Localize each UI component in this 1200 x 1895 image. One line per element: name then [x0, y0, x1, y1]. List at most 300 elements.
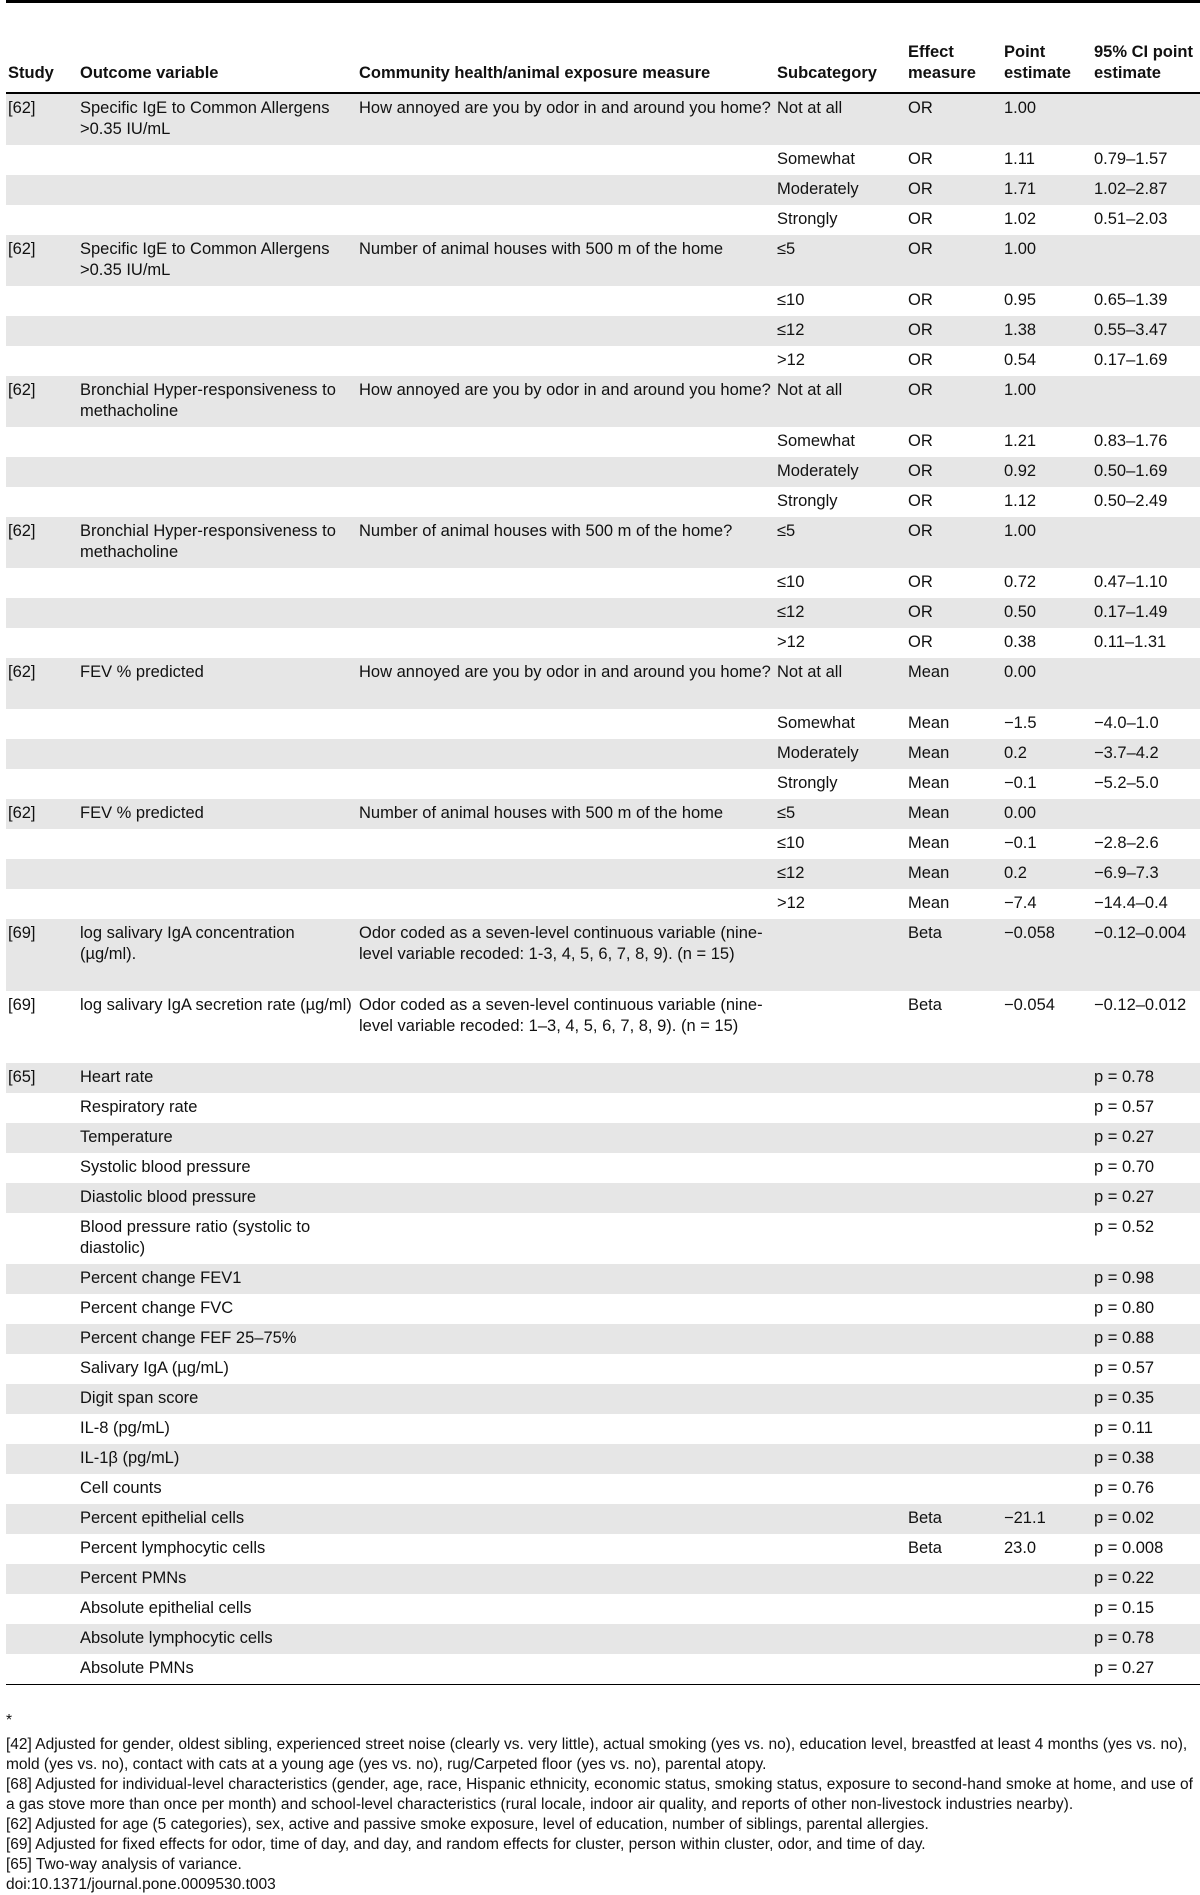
table-body	[6, 93, 1200, 1684]
cell-outcome: Temperature	[78, 1123, 357, 1153]
cell-ci: p = 0.57	[1092, 1354, 1200, 1384]
table-row	[6, 487, 1200, 517]
cell-point-estimate	[1002, 1294, 1092, 1324]
table-row	[6, 859, 1200, 889]
table-row	[6, 376, 1200, 427]
cell-subcategory: Strongly	[775, 769, 906, 799]
cell-exposure	[357, 1354, 775, 1384]
cell-subcategory	[775, 991, 906, 1063]
cell-study: [62]	[6, 376, 78, 427]
cell-point-estimate	[1002, 1063, 1092, 1093]
cell-ci: 0.17–1.49	[1092, 598, 1200, 628]
table-row	[6, 175, 1200, 205]
cell-point-estimate: 1.71	[1002, 175, 1092, 205]
cell-exposure	[357, 1414, 775, 1444]
cell-study: [62]	[6, 799, 78, 829]
cell-exposure	[357, 1564, 775, 1594]
cell-point-estimate	[1002, 1264, 1092, 1294]
cell-ci: p = 0.80	[1092, 1294, 1200, 1324]
cell-subcategory: Not at all	[775, 93, 906, 145]
cell-point-estimate: 0.95	[1002, 286, 1092, 316]
cell-exposure: Number of animal houses with 500 m of the home	[357, 799, 775, 829]
table-row	[6, 829, 1200, 859]
table-row	[6, 1213, 1200, 1264]
footnotes	[6, 1711, 1200, 1895]
cell-outcome	[78, 889, 357, 919]
cell-exposure: Number of animal houses with 500 m of the home?	[357, 517, 775, 568]
cell-ci: 0.50–1.69	[1092, 457, 1200, 487]
col-header-subcategory: Subcategory	[775, 28, 906, 93]
results-table	[6, 28, 1200, 1684]
cell-outcome: Salivary IgA (µg/mL)	[78, 1354, 357, 1384]
table-row	[6, 205, 1200, 235]
cell-effect-measure: OR	[906, 145, 1002, 175]
cell-point-estimate	[1002, 1564, 1092, 1594]
cell-effect-measure: Beta	[906, 919, 1002, 991]
cell-ci	[1092, 799, 1200, 829]
cell-subcategory: ≤12	[775, 859, 906, 889]
cell-outcome	[78, 709, 357, 739]
table-row	[6, 1594, 1200, 1624]
cell-point-estimate: 0.72	[1002, 568, 1092, 598]
footnote-marker: *	[6, 1712, 13, 1729]
cell-exposure	[357, 739, 775, 769]
cell-effect-measure: Mean	[906, 769, 1002, 799]
cell-point-estimate: 23.0	[1002, 1534, 1092, 1564]
cell-ci: p = 0.27	[1092, 1123, 1200, 1153]
cell-subcategory: >12	[775, 889, 906, 919]
cell-exposure	[357, 1183, 775, 1213]
cell-ci: p = 0.98	[1092, 1264, 1200, 1294]
cell-ci: 0.17–1.69	[1092, 346, 1200, 376]
table-row	[6, 1354, 1200, 1384]
cell-study	[6, 427, 78, 457]
cell-study	[6, 487, 78, 517]
cell-study	[6, 769, 78, 799]
cell-exposure	[357, 769, 775, 799]
cell-point-estimate: −21.1	[1002, 1504, 1092, 1534]
cell-ci: −6.9–7.3	[1092, 859, 1200, 889]
cell-subcategory: Somewhat	[775, 427, 906, 457]
cell-effect-measure: OR	[906, 598, 1002, 628]
cell-ci: p = 0.11	[1092, 1414, 1200, 1444]
cell-point-estimate: −0.058	[1002, 919, 1092, 991]
cell-subcategory	[775, 1564, 906, 1594]
cell-exposure	[357, 1093, 775, 1123]
cell-exposure: How annoyed are you by odor in and around you home?	[357, 376, 775, 427]
cell-outcome	[78, 487, 357, 517]
cell-ci	[1092, 376, 1200, 427]
cell-study	[6, 859, 78, 889]
cell-subcategory	[775, 919, 906, 991]
cell-point-estimate: −0.1	[1002, 829, 1092, 859]
cell-effect-measure: Beta	[906, 1534, 1002, 1564]
cell-exposure	[357, 316, 775, 346]
footnote-item: [68] Adjusted for individual-level characteristics (gender, age, race, Hispanic ethnicity, economic status, smoking status, exposure to second-hand smoke at home, and use of a gas stove more than once per month) and school-level characteristics (rural locale, indoor air quality, and reports of other non-livestock industries nearby).	[6, 1776, 1193, 1813]
cell-effect-measure	[906, 1594, 1002, 1624]
cell-ci: 1.02–2.87	[1092, 175, 1200, 205]
cell-exposure	[357, 1324, 775, 1354]
cell-exposure: How annoyed are you by odor in and around you home?	[357, 93, 775, 145]
cell-ci: 0.55–3.47	[1092, 316, 1200, 346]
cell-outcome: Percent change FEF 25–75%	[78, 1324, 357, 1354]
cell-study	[6, 1324, 78, 1354]
table-row	[6, 1564, 1200, 1594]
cell-outcome: Heart rate	[78, 1063, 357, 1093]
cell-study: [62]	[6, 517, 78, 568]
cell-outcome	[78, 346, 357, 376]
cell-ci: p = 0.02	[1092, 1504, 1200, 1534]
cell-ci: p = 0.57	[1092, 1093, 1200, 1123]
cell-point-estimate: 1.38	[1002, 316, 1092, 346]
cell-subcategory: Moderately	[775, 457, 906, 487]
cell-point-estimate	[1002, 1384, 1092, 1414]
cell-effect-measure: OR	[906, 346, 1002, 376]
cell-point-estimate	[1002, 1324, 1092, 1354]
cell-subcategory	[775, 1123, 906, 1153]
cell-study	[6, 1534, 78, 1564]
cell-study: [62]	[6, 93, 78, 145]
cell-outcome: Percent change FEV1	[78, 1264, 357, 1294]
cell-outcome: Specific IgE to Common Allergens >0.35 IU/mL	[78, 93, 357, 145]
cell-exposure	[357, 175, 775, 205]
cell-point-estimate: 1.12	[1002, 487, 1092, 517]
cell-study	[6, 1123, 78, 1153]
cell-subcategory: Moderately	[775, 739, 906, 769]
cell-study	[6, 1153, 78, 1183]
cell-point-estimate: 1.00	[1002, 376, 1092, 427]
cell-outcome: FEV % predicted	[78, 799, 357, 829]
cell-outcome: Absolute epithelial cells	[78, 1594, 357, 1624]
cell-study	[6, 1564, 78, 1594]
cell-exposure	[357, 1594, 775, 1624]
cell-effect-measure: OR	[906, 376, 1002, 427]
cell-subcategory	[775, 1444, 906, 1474]
cell-subcategory: Somewhat	[775, 709, 906, 739]
cell-ci: −0.12–0.012	[1092, 991, 1200, 1063]
cell-effect-measure: Mean	[906, 709, 1002, 739]
cell-effect-measure: Mean	[906, 658, 1002, 709]
cell-subcategory: Not at all	[775, 658, 906, 709]
cell-ci	[1092, 658, 1200, 709]
cell-exposure	[357, 1063, 775, 1093]
table-row	[6, 1654, 1200, 1684]
cell-outcome: log salivary IgA secretion rate (µg/ml)	[78, 991, 357, 1063]
cell-ci: 0.65–1.39	[1092, 286, 1200, 316]
cell-study: [62]	[6, 658, 78, 709]
cell-outcome: Blood pressure ratio (systolic to diastolic)	[78, 1213, 357, 1264]
table-row	[6, 1123, 1200, 1153]
cell-study	[6, 1384, 78, 1414]
cell-effect-measure	[906, 1564, 1002, 1594]
cell-subcategory	[775, 1504, 906, 1534]
cell-study	[6, 709, 78, 739]
cell-outcome: Percent lymphocytic cells	[78, 1534, 357, 1564]
cell-exposure	[357, 1444, 775, 1474]
table-row	[6, 799, 1200, 829]
cell-subcategory: ≤10	[775, 568, 906, 598]
cell-point-estimate: 1.21	[1002, 427, 1092, 457]
cell-study: [62]	[6, 235, 78, 286]
cell-effect-measure: OR	[906, 286, 1002, 316]
cell-outcome	[78, 205, 357, 235]
cell-subcategory	[775, 1264, 906, 1294]
cell-subcategory	[775, 1324, 906, 1354]
cell-study	[6, 598, 78, 628]
cell-effect-measure: OR	[906, 235, 1002, 286]
col-header-exposure: Community health/animal exposure measure	[357, 28, 775, 93]
cell-subcategory: Moderately	[775, 175, 906, 205]
cell-point-estimate: 0.00	[1002, 658, 1092, 709]
footnote-item: [42] Adjusted for gender, oldest sibling, experienced street noise (clearly vs. very little), actual smoking (yes vs. no), education level, breastfed at least 4 months (yes vs. no), mold (yes vs. no), contact with cats at a young age (yes vs. no), rug/Carpeted floor (yes vs. no), parental atopy.	[6, 1736, 1188, 1773]
cell-subcategory	[775, 1354, 906, 1384]
cell-outcome: Percent change FVC	[78, 1294, 357, 1324]
cell-ci: 0.79–1.57	[1092, 145, 1200, 175]
cell-outcome: Bronchial Hyper-responsiveness to methacholine	[78, 376, 357, 427]
cell-study	[6, 457, 78, 487]
cell-outcome: IL-1β (pg/mL)	[78, 1444, 357, 1474]
cell-point-estimate	[1002, 1654, 1092, 1684]
cell-point-estimate	[1002, 1354, 1092, 1384]
table-row	[6, 235, 1200, 286]
cell-exposure	[357, 1264, 775, 1294]
cell-point-estimate: −7.4	[1002, 889, 1092, 919]
cell-subcategory: Strongly	[775, 205, 906, 235]
cell-study	[6, 1414, 78, 1444]
cell-exposure	[357, 568, 775, 598]
cell-effect-measure	[906, 1444, 1002, 1474]
cell-study	[6, 568, 78, 598]
cell-study	[6, 175, 78, 205]
col-header-ci: 95% CI point estimate	[1092, 28, 1200, 93]
cell-exposure	[357, 709, 775, 739]
cell-ci: p = 0.78	[1092, 1063, 1200, 1093]
cell-point-estimate: 0.2	[1002, 859, 1092, 889]
table-row	[6, 598, 1200, 628]
cell-effect-measure: Mean	[906, 859, 1002, 889]
cell-outcome	[78, 598, 357, 628]
cell-study	[6, 286, 78, 316]
cell-subcategory: Somewhat	[775, 145, 906, 175]
cell-exposure	[357, 1213, 775, 1264]
cell-point-estimate: 1.00	[1002, 235, 1092, 286]
footnote-item: [69] Adjusted for fixed effects for odor, time of day, and day, and random effects for cluster, person within cluster, odor, and time of day.	[6, 1836, 926, 1853]
cell-subcategory: Strongly	[775, 487, 906, 517]
cell-point-estimate: 1.00	[1002, 93, 1092, 145]
cell-subcategory	[775, 1093, 906, 1123]
cell-exposure	[357, 1474, 775, 1504]
cell-subcategory	[775, 1384, 906, 1414]
cell-effect-measure: OR	[906, 93, 1002, 145]
table-row	[6, 457, 1200, 487]
cell-subcategory	[775, 1213, 906, 1264]
cell-exposure	[357, 346, 775, 376]
cell-point-estimate: 0.2	[1002, 739, 1092, 769]
cell-effect-measure: Mean	[906, 829, 1002, 859]
cell-exposure	[357, 889, 775, 919]
cell-subcategory: Not at all	[775, 376, 906, 427]
cell-point-estimate: 0.50	[1002, 598, 1092, 628]
cell-outcome	[78, 457, 357, 487]
cell-subcategory: >12	[775, 346, 906, 376]
top-rule	[6, 0, 1200, 3]
cell-effect-measure	[906, 1624, 1002, 1654]
cell-subcategory	[775, 1654, 906, 1684]
cell-point-estimate: −1.5	[1002, 709, 1092, 739]
doi: doi:10.1371/journal.pone.0009530.t003	[6, 1876, 276, 1893]
cell-effect-measure	[906, 1264, 1002, 1294]
cell-effect-measure	[906, 1153, 1002, 1183]
cell-ci: −4.0–1.0	[1092, 709, 1200, 739]
cell-subcategory: >12	[775, 628, 906, 658]
cell-ci: p = 0.15	[1092, 1594, 1200, 1624]
cell-subcategory: ≤5	[775, 517, 906, 568]
cell-study	[6, 346, 78, 376]
col-header-point-estimate: Point estimate	[1002, 28, 1092, 93]
cell-exposure: How annoyed are you by odor in and around you home?	[357, 658, 775, 709]
table-row	[6, 1414, 1200, 1444]
cell-subcategory	[775, 1594, 906, 1624]
cell-ci: 0.11–1.31	[1092, 628, 1200, 658]
results-table-container	[6, 28, 1200, 1685]
cell-ci: 0.50–2.49	[1092, 487, 1200, 517]
cell-effect-measure: OR	[906, 175, 1002, 205]
cell-outcome	[78, 568, 357, 598]
cell-outcome: IL-8 (pg/mL)	[78, 1414, 357, 1444]
footnote-item: [65] Two-way analysis of variance.	[6, 1856, 242, 1873]
table-row	[6, 1534, 1200, 1564]
cell-effect-measure	[906, 1123, 1002, 1153]
cell-point-estimate	[1002, 1624, 1092, 1654]
cell-study	[6, 1093, 78, 1123]
cell-ci: p = 0.008	[1092, 1534, 1200, 1564]
cell-outcome: Absolute lymphocytic cells	[78, 1624, 357, 1654]
cell-effect-measure: OR	[906, 457, 1002, 487]
cell-exposure	[357, 145, 775, 175]
cell-exposure	[357, 1153, 775, 1183]
cell-effect-measure: OR	[906, 427, 1002, 457]
cell-exposure	[357, 205, 775, 235]
table-row	[6, 316, 1200, 346]
cell-point-estimate: 0.00	[1002, 799, 1092, 829]
cell-point-estimate	[1002, 1123, 1092, 1153]
cell-outcome: Digit span score	[78, 1384, 357, 1414]
cell-point-estimate	[1002, 1414, 1092, 1444]
cell-study	[6, 1213, 78, 1264]
table-row	[6, 769, 1200, 799]
table-row	[6, 658, 1200, 709]
cell-subcategory: ≤10	[775, 829, 906, 859]
cell-ci: p = 0.38	[1092, 1444, 1200, 1474]
table-row	[6, 1504, 1200, 1534]
table-row	[6, 739, 1200, 769]
cell-study	[6, 145, 78, 175]
cell-exposure	[357, 1534, 775, 1564]
cell-effect-measure: OR	[906, 316, 1002, 346]
cell-subcategory: ≤5	[775, 235, 906, 286]
cell-point-estimate: 0.38	[1002, 628, 1092, 658]
cell-ci: p = 0.22	[1092, 1564, 1200, 1594]
cell-exposure	[357, 1384, 775, 1414]
cell-study	[6, 889, 78, 919]
cell-outcome: Percent epithelial cells	[78, 1504, 357, 1534]
cell-outcome	[78, 829, 357, 859]
cell-study	[6, 1624, 78, 1654]
cell-point-estimate: 1.00	[1002, 517, 1092, 568]
cell-subcategory	[775, 1474, 906, 1504]
cell-study	[6, 1354, 78, 1384]
cell-study: [69]	[6, 991, 78, 1063]
cell-study: [69]	[6, 919, 78, 991]
cell-ci: −5.2–5.0	[1092, 769, 1200, 799]
table-row	[6, 709, 1200, 739]
cell-outcome: Systolic blood pressure	[78, 1153, 357, 1183]
cell-study: [65]	[6, 1063, 78, 1093]
cell-ci: p = 0.70	[1092, 1153, 1200, 1183]
cell-exposure	[357, 829, 775, 859]
cell-ci: 0.83–1.76	[1092, 427, 1200, 457]
table-row	[6, 1093, 1200, 1123]
cell-outcome: Specific IgE to Common Allergens >0.35 IU/mL	[78, 235, 357, 286]
cell-point-estimate: 1.02	[1002, 205, 1092, 235]
cell-ci: −14.4–0.4	[1092, 889, 1200, 919]
cell-point-estimate: 0.92	[1002, 457, 1092, 487]
cell-effect-measure	[906, 1183, 1002, 1213]
table-row	[6, 1624, 1200, 1654]
cell-subcategory	[775, 1153, 906, 1183]
cell-exposure	[357, 598, 775, 628]
cell-study	[6, 205, 78, 235]
cell-outcome: Percent PMNs	[78, 1564, 357, 1594]
table-row	[6, 346, 1200, 376]
cell-point-estimate	[1002, 1444, 1092, 1474]
cell-subcategory	[775, 1534, 906, 1564]
cell-study	[6, 316, 78, 346]
cell-exposure: Odor coded as a seven-level continuous variable (nine-level variable recoded: 1–3, 4, 5, 6, 7, 8, 9). (n = 15)	[357, 991, 775, 1063]
cell-study	[6, 1264, 78, 1294]
cell-ci: p = 0.78	[1092, 1624, 1200, 1654]
table-row	[6, 427, 1200, 457]
cell-effect-measure	[906, 1384, 1002, 1414]
cell-subcategory: ≤12	[775, 316, 906, 346]
cell-effect-measure: OR	[906, 487, 1002, 517]
cell-outcome: Absolute PMNs	[78, 1654, 357, 1684]
cell-ci: p = 0.76	[1092, 1474, 1200, 1504]
cell-effect-measure	[906, 1474, 1002, 1504]
cell-exposure	[357, 1624, 775, 1654]
cell-exposure: Odor coded as a seven-level continuous variable (nine-level variable recoded: 1-3, 4, 5, 6, 7, 8, 9). (n = 15)	[357, 919, 775, 991]
cell-point-estimate: 1.11	[1002, 145, 1092, 175]
cell-point-estimate	[1002, 1183, 1092, 1213]
cell-exposure	[357, 457, 775, 487]
cell-point-estimate: −0.054	[1002, 991, 1092, 1063]
cell-ci: p = 0.88	[1092, 1324, 1200, 1354]
cell-point-estimate	[1002, 1594, 1092, 1624]
cell-subcategory	[775, 1063, 906, 1093]
cell-ci	[1092, 517, 1200, 568]
cell-study	[6, 1294, 78, 1324]
cell-exposure	[357, 628, 775, 658]
cell-ci: p = 0.52	[1092, 1213, 1200, 1264]
cell-exposure	[357, 487, 775, 517]
cell-ci: 0.47–1.10	[1092, 568, 1200, 598]
table-bottom-rule	[6, 1684, 1200, 1685]
cell-outcome	[78, 739, 357, 769]
table-row	[6, 628, 1200, 658]
header-row	[6, 28, 1200, 93]
cell-study	[6, 1183, 78, 1213]
table-row	[6, 1294, 1200, 1324]
